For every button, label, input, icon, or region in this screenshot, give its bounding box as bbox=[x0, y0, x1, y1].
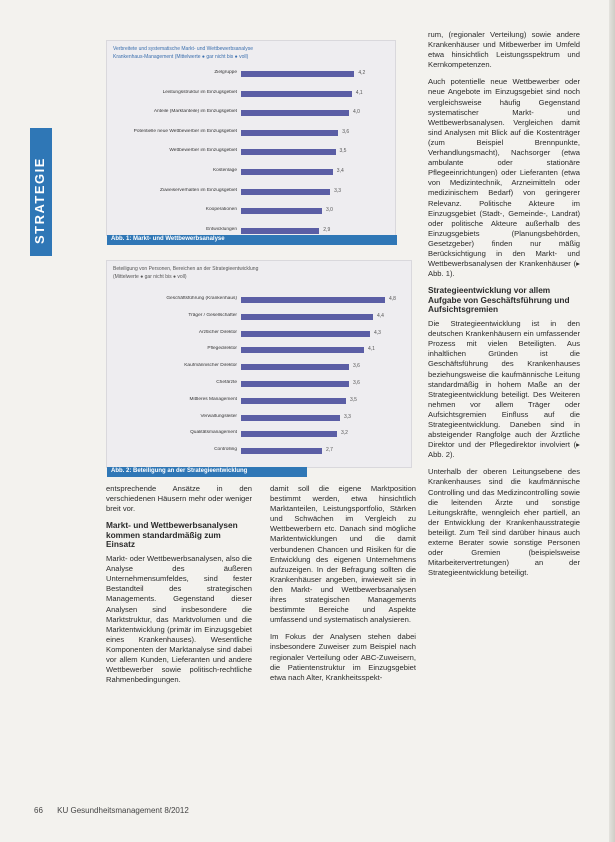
bar-row bbox=[107, 379, 411, 390]
bar-value-label: 3,4 bbox=[336, 168, 344, 174]
paragraph-intro: entsprechende Ansätze in den verschiedenen Häusern mehr oder weniger breit vor. bbox=[106, 484, 252, 514]
bar-value-label: 3,6 bbox=[353, 380, 360, 386]
bar-row bbox=[107, 429, 411, 440]
chart-caption: Abb. 2: Beteiligung an der Strategieentwicklung bbox=[107, 467, 307, 477]
bar-value-label: 3,0 bbox=[326, 207, 333, 214]
bar bbox=[241, 331, 370, 337]
section-heading: Markt- und Wettbewerbsanalysen kommen standardmäßig zum Einsatz bbox=[106, 520, 238, 550]
bar bbox=[241, 91, 352, 97]
paragraph-body: Markt- oder Wettbewerbsanalysen, also die Analyse des äußeren Unternehmensumfeldes, sind fester Bestandteil des strategischen Managements. Gegenstand dieser Analysen sind insbesondere die Marktstruktur, das Marktvolumen und die Marktentwicklung (primär im Einzugsgebiet eines Krankenhauses). Wesentliche Komponenten der Marktanalyse sind dabei vor allem Kunden, Lieferanten und andere Wettbewerber sowie politisch-rechtliche Rahmenbedingungen. bbox=[106, 554, 252, 685]
chart-title-line1: Verbreitete und systematische Markt- und Wettbewerbsanalyse bbox=[113, 46, 253, 52]
bar bbox=[241, 208, 322, 214]
chart-title-line1: Beteiligung von Personen, Bereichen an der Strategieentwicklung bbox=[113, 266, 259, 272]
chart-subtitle: Krankenhaus-Management (Mittelwerte ● gar nicht bis ● voll) bbox=[113, 54, 249, 60]
bar-value-label: 3,3 bbox=[344, 413, 351, 420]
bar-row bbox=[107, 69, 395, 80]
bar-category-label: Mittleres Management bbox=[189, 396, 237, 402]
bar-row bbox=[107, 446, 411, 457]
bar-row bbox=[107, 312, 411, 323]
bar bbox=[241, 149, 336, 155]
page-number: 66 bbox=[34, 806, 43, 815]
bar-category-label: Leistungsstruktur im Einzugsgebiet bbox=[162, 89, 237, 95]
bar-row bbox=[107, 167, 395, 178]
bar bbox=[241, 71, 354, 77]
chart-title bbox=[113, 265, 258, 281]
bar bbox=[241, 189, 330, 195]
bar-category-label: Kostenlage bbox=[212, 168, 237, 173]
bar-row bbox=[107, 108, 395, 119]
section-side-tab bbox=[30, 128, 52, 256]
bar bbox=[241, 415, 340, 421]
page-edge-shadow bbox=[609, 0, 615, 842]
paragraph: damit soll die eigene Marktposition bestimmt werden, etwa hinsichtlich Marktanteilen, Leistungsportfolio, Stärken und Schwächen im Vergleich zu Wettbewerbern etc. Danach sind mögliche Marktentwicklungen und die damit verbundenen Chancen und Risiken für die Entwicklung des eigenen Unternehmens aufzuzeigen. In der Befragung sollten die Krankenhäuser angeben, inwieweit sie in den Markt- und Wettbewerbsanalysen ihres strategischen Managements bestimmte Bereiche und Aspekte umfassend und systematisch analysieren. bbox=[270, 484, 416, 625]
bar-category-label: Potentielle neue Wettbewerber im Einzugsgebiet bbox=[133, 128, 237, 134]
bar-value-label: 4,1 bbox=[368, 346, 375, 353]
section-side-tab-label: STRATEGIE bbox=[32, 157, 47, 244]
bar-value-label: 4,4 bbox=[377, 312, 384, 319]
bar-row bbox=[107, 128, 395, 139]
bar-row bbox=[107, 147, 395, 158]
bar bbox=[241, 381, 349, 387]
section-heading: Strategieentwicklung vor allem Aufgabe von Geschäftsführung und Aufsichtsgremien bbox=[428, 285, 570, 315]
bar-category-label: Anteile (Marktanteile) im Einzugsgebiet bbox=[153, 109, 237, 115]
bar-value-label: 4,1 bbox=[355, 89, 363, 96]
bar-row bbox=[107, 362, 411, 373]
chart-title bbox=[113, 45, 253, 61]
bar-value-label: 4,8 bbox=[389, 296, 396, 302]
bar-row bbox=[107, 295, 411, 306]
bar-row bbox=[107, 187, 395, 198]
bar-value-label: 3,6 bbox=[353, 363, 360, 370]
bar-value-label: 2,9 bbox=[323, 226, 331, 233]
bar-row bbox=[107, 396, 411, 407]
bar bbox=[241, 448, 322, 454]
paragraph: rum, (regionaler Verteilung) sowie andere Krankenhäuser und Mitbewerber im Umfeld etwa hinsichtlich Leistungsspektrum und Kernkompetenzen. bbox=[428, 30, 580, 70]
paragraph: Unterhalb der oberen Leitungsebene des Krankenhauses sind die kaufmännische Controlling und das Medizincontrolling sowie die leitenden Ärzte und sonstige Leitungskräfte, wenngleich eher partiell, an der Entwicklung der Krankenhausstrategie beteiligt. Zum Teil sind darüber hinaus auch externe Berater sowie sonstige Personen oder Gremien (beispielsweise Mitarbeitervertretungen) an der Strategieentwicklung beteiligt. bbox=[428, 467, 580, 578]
bar-value-label: 3,5 bbox=[339, 148, 347, 155]
bar bbox=[241, 347, 364, 353]
bar-category-label: Kaufmännischer Direktor bbox=[184, 363, 237, 369]
page-footer bbox=[34, 806, 201, 815]
bar bbox=[241, 314, 373, 320]
bar bbox=[241, 431, 337, 437]
bar bbox=[241, 398, 346, 404]
bar-category-label: Ärztlicher Direktor bbox=[198, 329, 237, 335]
bar-row bbox=[107, 89, 395, 100]
bar-value-label: 4,3 bbox=[374, 329, 381, 336]
market-analysis-chart bbox=[106, 40, 396, 242]
paragraph: Die Strategieentwicklung ist in den deutschen Krankenhäusern ein umfassender Prozess mit vielen Beteiligten. Aus inhaltlichen Gründen ist die Geschäftsführung des Krankenhauses beziehungsweise die kaufmännische Leitung standardmäßig in hohem Maße an der Strategieentwicklung beteiligt. Des Weiteren nehmen vor allem Träger oder Aufsichtsgremien Einfluss auf die Strategieentwicklung. Daneben sind in absteigender Rangfolge auch der Ärztliche Direktor und der Pflegedirektor involviert (▸ Abb. 2). bbox=[428, 319, 580, 460]
bar-category-label: Zuweiserverhalten im Einzugsgebiet bbox=[159, 187, 237, 193]
bar-category-label: Entwicklungen bbox=[206, 226, 237, 232]
bar-row bbox=[107, 413, 411, 424]
bar-category-label: Geschäftsführung (Krankenhaus) bbox=[166, 296, 237, 301]
bar-category-label: Chefärzte bbox=[216, 380, 237, 385]
bar-category-label: Zielgruppe bbox=[214, 70, 237, 75]
bar bbox=[241, 169, 333, 175]
text-column-right bbox=[428, 30, 580, 585]
bar-category-label: Wettbewerber im Einzugsgebiet bbox=[169, 148, 237, 154]
bar-value-label: 3,3 bbox=[334, 187, 342, 194]
text-column-left bbox=[106, 484, 252, 692]
bar-value-label: 3,6 bbox=[342, 128, 350, 135]
bar-value-label: 4,2 bbox=[358, 70, 366, 76]
paragraph: Auch potentielle neue Wettbewerber oder neue Angebote im Einzugsgebiet sind noch vergleichsweise häufig Gegenstand systematischer Markt- und Wettbewerbsanalysen. Vergleichen damit sind Analysen mit Blick auf die Kostenträger (zum Beispiel Brennpunkte, Verhandlungsmacht), Nachsorger (etwa ambulante oder stationäre Pflegeeinrichtungen) oder Lieferanten (etwa von Medizintechnik, Arzneimitteln oder medizinischem Bedarf) von geringerer Relevanz. Politische Akteure im Einzugsgebiet (Stadt-, Gemeinde-, Landrat) oder politische Akteure außerhalb des Einzugsgebiets (Planungsbehörden, Gesetzgeber) finden nur mäßig Berücksichtigung in den Markt- und Wettbewerbsanalysen der Krankenhäuser (▸ Abb. 1). bbox=[428, 77, 580, 279]
bar bbox=[241, 228, 319, 234]
chart-caption: Abb. 1: Markt- und Wettbewerbsanalyse bbox=[107, 235, 397, 245]
strategy-participation-chart bbox=[106, 260, 412, 474]
bar-value-label: 3,2 bbox=[341, 430, 348, 437]
bar-value-label: 2,7 bbox=[326, 447, 333, 454]
bar bbox=[241, 297, 385, 303]
bar-category-label: Träger / Gesellschafter bbox=[188, 312, 237, 318]
bar-row bbox=[107, 206, 395, 217]
bar-row bbox=[107, 329, 411, 340]
bar bbox=[241, 130, 338, 136]
bar-category-label: Pflegedirektor bbox=[207, 346, 237, 352]
bar-row bbox=[107, 345, 411, 356]
bar bbox=[241, 364, 349, 370]
publication-name: KU Gesundheitsmanagement 8/2012 bbox=[57, 806, 189, 815]
text-column-middle bbox=[270, 484, 416, 690]
bar bbox=[241, 110, 349, 116]
bar-value-label: 4,0 bbox=[353, 109, 360, 116]
chart-subtitle: (Mittelwerte ● gar nicht bis ● voll) bbox=[113, 274, 187, 280]
bar-category-label: Qualitätsmanagement bbox=[190, 430, 237, 436]
bar-value-label: 3,5 bbox=[350, 396, 357, 403]
bar-category-label: Verwaltungsleiter bbox=[200, 413, 237, 419]
bar-category-label: Controlling bbox=[214, 447, 237, 453]
bar-category-label: Kooperationen bbox=[205, 207, 237, 213]
paragraph: Im Fokus der Analysen stehen dabei insbesondere Zuweiser zum Beispiel nach regionaler Verteilung oder ABC-Zuweisern, die Patientenstruktur im Einzugsgebiet etwa nach Alter, Krankheitsspekt- bbox=[270, 632, 416, 682]
